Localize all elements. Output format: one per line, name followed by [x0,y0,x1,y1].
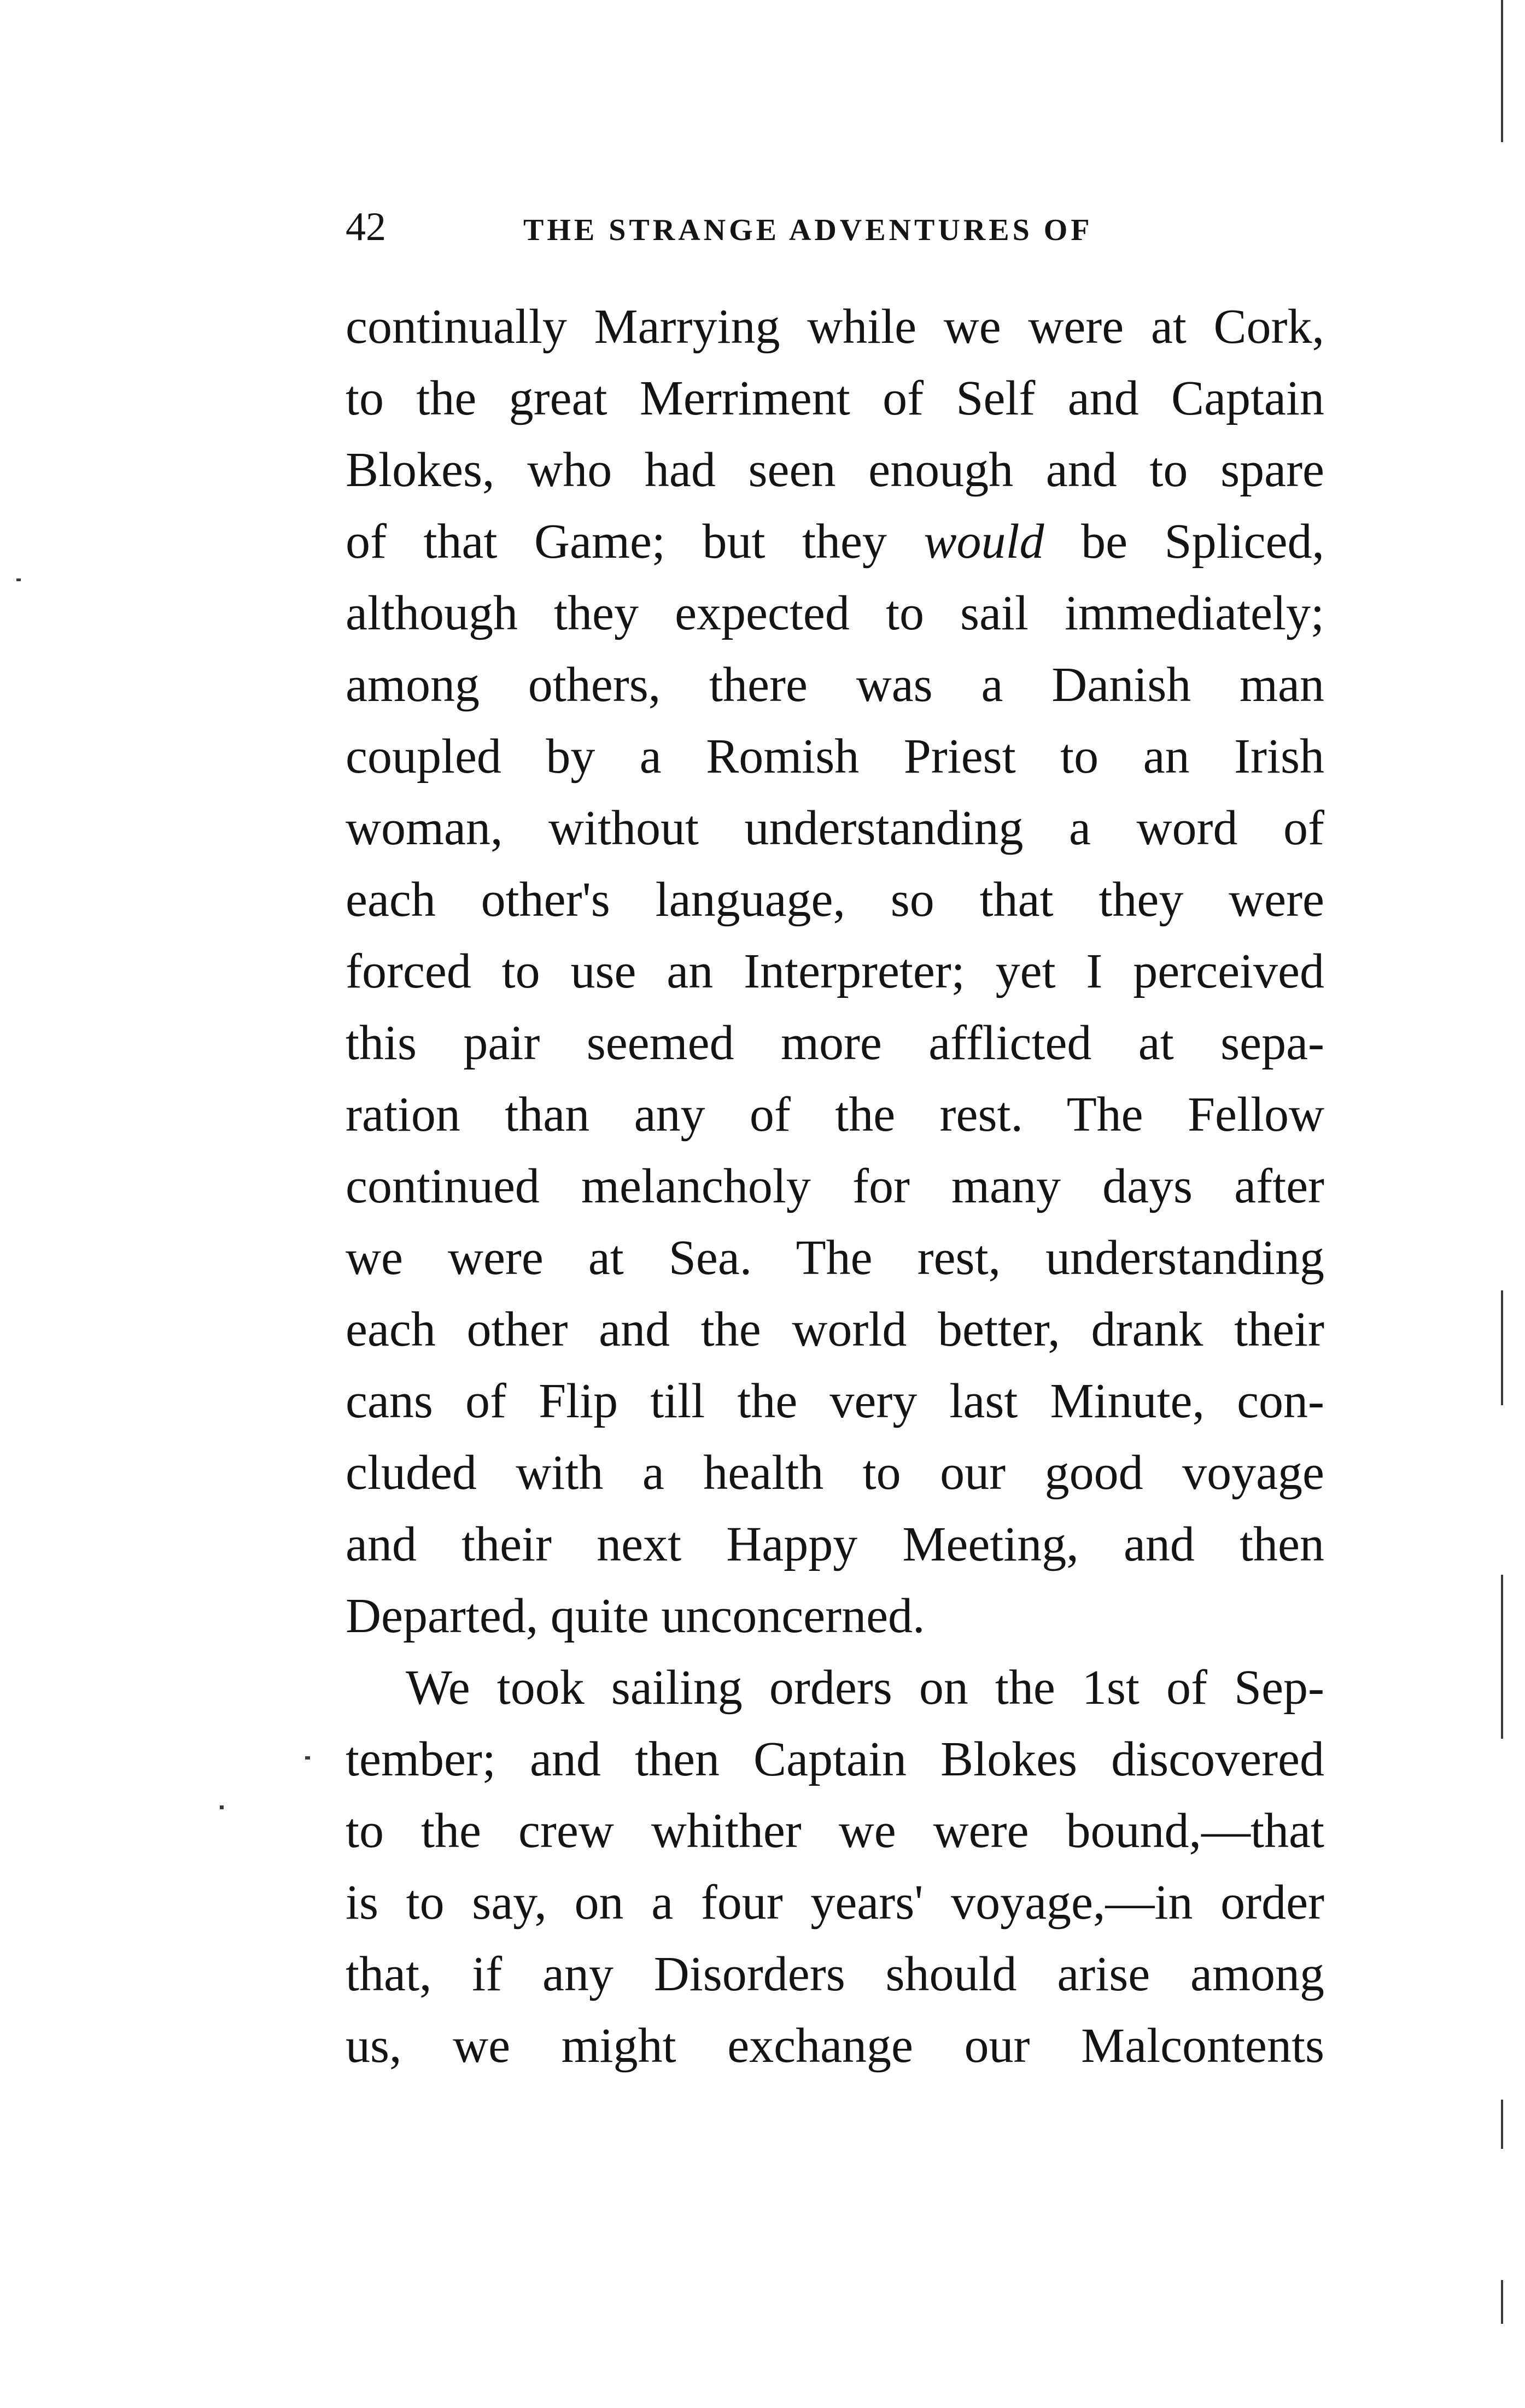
text-line: we were at Sea. The rest, understanding [346,1231,1324,1285]
text-line: us, we might exchange our Malcontents [346,2019,1324,2073]
margin-speck [220,1805,224,1809]
text-line: We took sailing orders on the 1st of Sep- [406,1661,1324,1715]
text-line: to the great Merriment of Self and Captain [346,371,1324,425]
italic-word: would [924,515,1044,569]
margin-speck [16,578,21,581]
text-line: Departed, quite unconcerned. [346,1589,925,1643]
text-line: to the crew whither we were bound,—that [346,1804,1324,1858]
text-line: and their next Happy Meeting, and then [346,1517,1324,1571]
margin-rule [1501,2100,1503,2149]
text-line: although they expected to sail immediately; [346,586,1324,640]
text-line: each other and the world better, drank their [346,1302,1324,1357]
text-line: continually Marrying while we were at Cork, [346,300,1324,354]
text-line: that, if any Disorders should arise among [346,1947,1324,2001]
margin-rule [1501,1290,1503,1405]
body-text [346,291,1324,2082]
margin-speck [305,1756,310,1760]
text-line: cluded with a health to our good voyage [346,1446,1324,1500]
text-line-end: be Spliced, [1044,515,1324,569]
text-line: Blokes, who had seen enough and to spare [346,443,1324,497]
margin-rule [1501,0,1503,142]
page-number: 42 [346,204,386,249]
text-line: forced to use an Interpreter; yet I perceived [346,944,1324,998]
margin-rule [1501,1575,1503,1739]
text-line: coupled by a Romish Priest to an Irish [346,729,1324,784]
running-title: THE STRANGE ADVENTURES OF [523,213,1093,247]
text-line [346,506,1324,577]
text-line: this pair seemed more afflicted at sepa- [346,1016,1324,1070]
running-head [346,197,1330,257]
margin-rule [1501,2280,1503,2324]
text-line: each other's language, so that they were [346,873,1324,927]
text-line-start: of that Game; but they [346,515,924,569]
text-line: continued melancholy for many days after [346,1159,1324,1213]
text-line: woman, without understanding a word of [346,801,1324,855]
text-line: tember; and then Captain Blokes discovered [346,1732,1324,1786]
text-line: cans of Flip till the very last Minute, con- [346,1374,1324,1428]
text-line: is to say, on a four years' voyage,—in order [346,1875,1324,1930]
text-line: ration than any of the rest. The Fellow [346,1088,1324,1142]
text-line: among others, there was a Danish man [346,658,1324,712]
